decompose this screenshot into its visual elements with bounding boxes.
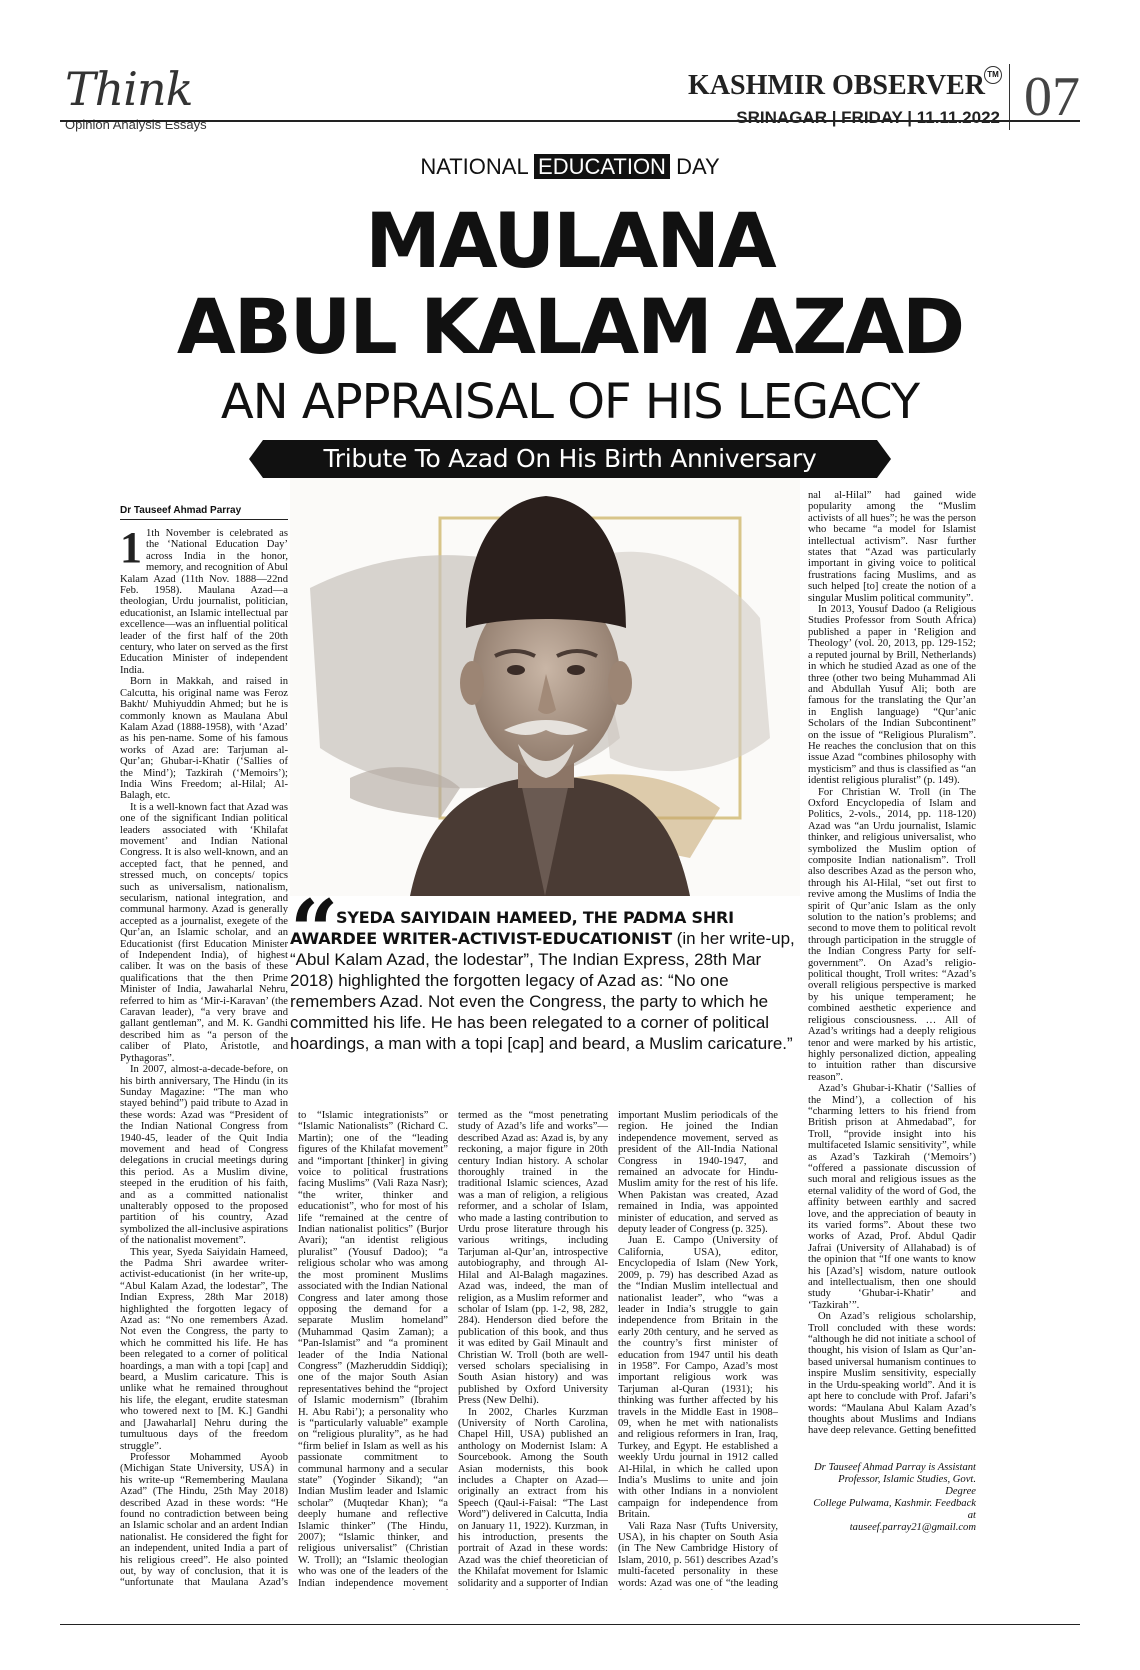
paragraph: termed as the “most penetrating study of Azad’s life and works”—described Azad as: Azad is, by any reckoning, a major figure in 20th century Indian history. A scholar thoroughly trained in the traditional Islamic sciences, Azad was a man of religion, a religious reformer, and a scholar of Islam, who made a lasting contribution to Urdu prose literature through his various writings, including Tarjuman al-Qur’an, introspective autobiography, and through Al-Hilal and Al-Balagh magazines. Azad was, indeed, the man of religion, as a Muslim reformer and scholar of Islam (pp. 1-2, 98, 282, 284). Henderson died before the publication of this book, and thus it was edited by Gail Minault and Christian W. Troll (both are well-versed scholars specialising in South Asian history) and was published by Oxford University Press (New Delhi). <box>458 1110 608 1407</box>
paragraph: In 2007, almost-a-decade-before, on his birth anniversary, The Hindu (in its Sunday Magazine: “The man who stayed behind”) paid tribute to Azad in these words: Azad was “President of the Indian National Congress from 1940-45, leader of the Quit India movement and head of Congress delegations in crucial meetings during this period. As a Muslim divine, steeped in the erudition of his faith, and as a committed nationalist unalterably opposed to the proposed partition of his country, Azad symbolized the all-inclusive aspirations of the nationalist movement”. <box>120 1064 288 1247</box>
pull-quote-attribution: SYEDA SAIYIDAIN HAMEED, THE PADMA SHRI AWARDEE WRITER-ACTIVIST-EDUCATIONIST <box>290 908 734 948</box>
kicker-before: NATIONAL <box>420 154 528 179</box>
paragraph: important Muslim periodicals of the region. He joined the Indian independence movement, served as president of the All-India National Congress in 1940-1947, and remained an advocate for Hindu-Muslim amity for the rest of his life. When Pakistan was created, Azad remained in India, was appointed minister of education, and served as deputy leader of Congress (p. 325). <box>618 1110 778 1236</box>
quote-mark-icon: “ <box>290 881 339 980</box>
portrait-illustration <box>290 478 800 896</box>
page-number: 07 <box>1009 64 1080 130</box>
kicker-after: DAY <box>676 154 720 179</box>
paragraph: This year, Syeda Saiyidain Hameed, the Padma Shri awardee writer-activist-educationist (in her write-up, “Abul Kalam Azad, the lodestar”, The Indian Express, 28th Mar 2018) highlighted the forgotten legacy of Azad as: “No one remembers Azad. Not even the Congress, the party to which he committed his life. He has been relegated to a corner of political hoardings, a man with a topi [cap] and beard, a Muslim caricature. This is unlike what he remained throughout his life, the elegant, erudite statesman who towered next to [M. K.] Gandhi and [Jawaharlal] Nehru during the tumultuous days of the freedom struggle”. <box>120 1246 288 1452</box>
paragraph: In 2013, Yousuf Dadoo (a Religious Studies Professor from South Africa) published a paper in ‘Religion and Theology’ (vol. 20, 2013, pp. 129-152; a reputed journal by Brill, Netherlands) in which he studied Azad as one of the three (other two being Muhammad Ali and Abdullah Yusuf Ali; both are famous for the translating the Qur’an in English language) “Qur’anic Scholars of the Indian Subcontinent” on the issue of “Religious Pluralism”. He reaches the conclusion that on this issue Azad “combines philosophy with mysticism” and thus is classified as “an identist religious pluralist” (p. 149). <box>808 604 976 787</box>
footer-rule <box>60 1624 1080 1625</box>
kicker <box>0 154 1140 180</box>
pull-quote <box>290 881 800 1100</box>
byline: Dr Tauseef Ahmad Parray <box>120 505 288 520</box>
section-title: Think <box>65 62 193 116</box>
headline-line-2: ABUL KALAM AZAD <box>176 282 964 371</box>
trademark-mark: TM <box>984 66 1002 84</box>
paragraph: For Christian W. Troll (in The Oxford Encyclopedia of Islam and Politics, 2-vols., 2014, pp. 118-120) Azad was “an Urdu journalist, Islamic thinker, and religious universalist, who symbolized the Muslim option of composite Indian nationalism”. Troll also describes Azad as the person who, through his Al-Hilal, “set out first to revive among the Muslims of India the spirit of Qur’anic Islam as the only solution to the nation’s problems; and second to move them to political revolt through participation in the struggle of the Indian Congress Party for self-government”. On Azad’s religio-political thought, Troll writes: “Azad’s overall religious perspective is marked by his unique temperament; he combined aesthetic experience and religious consciousness. … All of Azad’s writings had a deeply religious tenor and were marked by his artistic, highly personalized diction, appealing to intuition rather than discursive reason”. <box>808 786 976 1083</box>
date-line: SRINAGAR | FRIDAY | 11.11.2022 <box>736 108 1000 127</box>
paragraph: In 2002, Charles Kurzman (University of North Carolina, Chapel Hill, USA) published an anthology on Modernist Islam: A Sourcebook. Among the South Asian modernists, this book includes a Chapter on Azad—originally an extract from his Speech (Qaul-i-Faisal: “The Last Word”) delivered in Calcutta, India on January 11, 1922). Kurzman, in his introduction, presents the portrait of Azad in these words: Azad was the chief theoretician of the Khilafat movement for Islamic solidarity and a supporter of Indian <box>458 1406 608 1589</box>
paragraph: Born in Makkah, and raised in Calcutta, his original name was Feroz Bakht/ Muhiyuddin Ahmed; but he is commonly known as Maulana Abul Kalam Azad (1888-1958), with ‘Azad’ as his pen-name. Some of his famous works of Azad are: Tarjuman al-Qur’an; Ghubar-i-Khatir (‘Sallies of the Mind’); Tazkirah (‘Memoirs’); India Wins Freedom; al-Hilal; Al-Balagh, etc. <box>120 676 288 802</box>
paragraph: Azad’s Ghubar-i-Khatir (‘Sallies of the Mind’), a collection of his “charming letters to his friend from British prison at Ahmedabad”, for Troll, “provide insight into his multifaceted Islamic sensitivity”, while as Azad’s Tazkirah (‘Memoirs’) “offered a passionate discussion of such moral and religious issues as the eternal validity of the word of God, the affinity between earthly and sacred love, and the appreciation of beauty in its varied forms”. About these two works of Azad, Prof. Abdul Qadir Jafrai (University of Allahabad) is of the opinion that “If one wants to know his [Azad’s] wisdom, nature outlook and intellectualism, then one should study ‘Ghubar-i-Khatir’ and ‘Tazkirah’”. <box>808 1083 976 1311</box>
author-note-line: Dr Tauseef Ahmad Parray is Assistant <box>814 1462 976 1473</box>
pull-quote-text <box>290 907 800 1054</box>
paragraph: On Azad’s religious scholarship, Troll concluded with these words: “although he did not initiate a school of thought, his vision of Islam as Qur’an-based universal humanism continues to inspire Muslim sensitivity, especially in the Urdu-speaking world”. And it is apt here to conclude with Prof. Jafari’s words: “Maulana Abul Kalam Azad’s thoughts about Muslims and Indians have deep relevance. Getting benefitted <box>808 1311 976 1435</box>
paragraph: 1 1th November is celebrated as the ‘National Education Day’ across India in the honor, memory, and recognition of Abul Kalam Azad (11th Nov. 1888—22nd Feb. 1958). Maulana Azad—a theologian, Urdu journalist, politician, educationist, an Islamic intellectual par excellence—was an influential political leader of the first half of the 20th century, who later on served as the first Education Minister of independent India. <box>120 528 288 676</box>
pull-quote-body: (in her write-up, “Abul Kalam Azad, the lodestar”, The Indian Express, 28th Mar 2018) highlighted the forgotten legacy of Azad as: “No one remembers Azad. Not even the Congress, the party to which he committed his life. He has been relegated to a corner of political hoardings, a man with a topi [cap] and beard, a Muslim caricature.” <box>290 929 795 1053</box>
author-email: tauseef.parray21@gmail.com <box>849 1522 976 1533</box>
kicker-highlight: EDUCATION <box>534 154 670 179</box>
section-subtitle: Opinion Analysis Essays <box>65 117 207 132</box>
newspaper-name: KASHMIR OBSERVER <box>688 70 985 101</box>
masthead-rule <box>60 120 1080 122</box>
drop-cap: 1 <box>120 528 142 572</box>
paragraph: to “Islamic integrationists” or “Islamic Nationalists” (Richard C. Martin); one of the “leading figures of the Khilafat movement” and “important [thinker] in giving voice to political frustrations facing Muslims” (Vali Raza Nasr); “the writer, thinker and educationist”, who for most of his life “remained at the centre of Indian nationalist politics” (Burjor Avari); “an identist religious pluralist” (Yousuf Dadoo); “a religious scholar who was among the most prominent Muslims associated with the Indian National Congress and later among those opposing the demand for a separate Muslim homeland” (Muhammad Qasim Zaman); a “Pan-Islamist” and “a prominent leader of the India National Congress” (Mazheruddin Siddiqi); one of the major South Asian representatives behind the “project of Islamic modernism” (Ibrahim H. Abu Rabi’); a personality who is “particularly valuable” example on “religious plurality”, as he had “firm belief in Islam as well as his passionate commitment to communal harmony and a secular state” (Yoginder Sikand); “an Indian Muslim leader and Islamic scholar” (Muqtedar Khan); “a deeply humane and reflective Islamic thinker” (The Hindu, 2007); “Islamic thinker, and religious universalist” (Christian W. Troll); an “Islamic theologian who was one of the leaders of the Indian independence movement <box>298 1110 448 1589</box>
paragraph: Vali Raza Nasr (Tufts University, USA), in his chapter on South Asia (in The New Cambridge History of Islam, 2010, p. 561) describes Azad’s multi-faceted personality in these words: Azad was one of “the leading <box>618 1520 778 1589</box>
tribute-banner: Tribute To Azad On His Birth Anniversary <box>263 440 877 478</box>
paragraph: nal al-Hilal” had gained wide popularity among the “Muslim activists of all hues”; he was the person who became “a model for Islamist intellectual activism”. Nasr further states that “Azad was particularly important in giving voice to political frustrations facing Muslims, and as such helped [to] create the notion of a singular Muslim political community”. <box>808 490 976 604</box>
headline-subtitle: AN APPRAISAL OF HIS LEGACY <box>220 374 920 430</box>
column-5 <box>808 490 976 1435</box>
author-note-line: College Pulwama, Kashmir. Feedback at <box>813 1498 976 1521</box>
author-note <box>808 1462 976 1534</box>
column-2 <box>298 1110 448 1590</box>
headline-line-1: MAULANA <box>365 196 775 285</box>
paragraph: It is a well-known fact that Azad was one of the significant Indian political leaders associated with ‘Khilafat movement’ and Indian National Congress. It is also well-known, and an accepted fact, that he penned, and stressed much, on concepts/ topics such as universalism, nationalism, secularism, national integration, and communal harmony. Azad is generally accepted as a journalist, exegete of the Qur’an, an Islamic scholar, and an Educationist (first Education Minister of Independent India), of highest caliber. It was on the basis of these qualifications that the then Prime Minister of India, Jawaharlal Nehru, referred to him as ‘Mir-i-Karavan’ (the Caravan leader), “a very brave and gallant gentleman”, and M. K. Gandhi described him as “a person of the caliber of Plato, Aristotle, and Pythagoras”. <box>120 801 288 1064</box>
paragraph: Juan E. Campo (University of California, USA), editor, Encyclopedia of Islam (New York, 2009, p. 79) has described Azad as the “Indian Muslim intellectual and nationalist leader”, who “was a leader in India’s struggle to gain independence from Britain in the early 20th century, and he served as the country’s first minister of education from 1947 until his death in 1958”. For Campo, Azad’s most important religious work was Tarjuman al-Quran (1931); his thinking was further affected by his travels in the Middle East in 1908–09, when he met with nationalists and religious reformers in Iran, Iraq, Turkey, and Egypt. He established a weekly Urdu journal in 1912 called Al-Hilal, in which he called upon India’s Muslims to unite and join with other Indians in a nonviolent campaign for independence from Britain. <box>618 1235 778 1521</box>
column-1 <box>120 528 288 1590</box>
column-3 <box>458 1110 608 1590</box>
paragraph: Professor Mohammed Ayoob (Michigan State University, USA) in his write-up “Remembering Maulana Azad” (The Hindu, 25th May 2018) described Azad in these words: “He found no contradiction between being an Islamic scholar and an ardent Indian nationalist. He considered the fight for an independent, united India a part of his religious creed”. He also pointed out, by way of conclusion, that it is “unfortunate that Maulana Azad’s <box>120 1451 288 1589</box>
author-note-line: Professor, Islamic Studies, Govt. Degree <box>838 1474 976 1497</box>
portrait-svg <box>290 478 800 896</box>
column-4 <box>618 1110 778 1590</box>
